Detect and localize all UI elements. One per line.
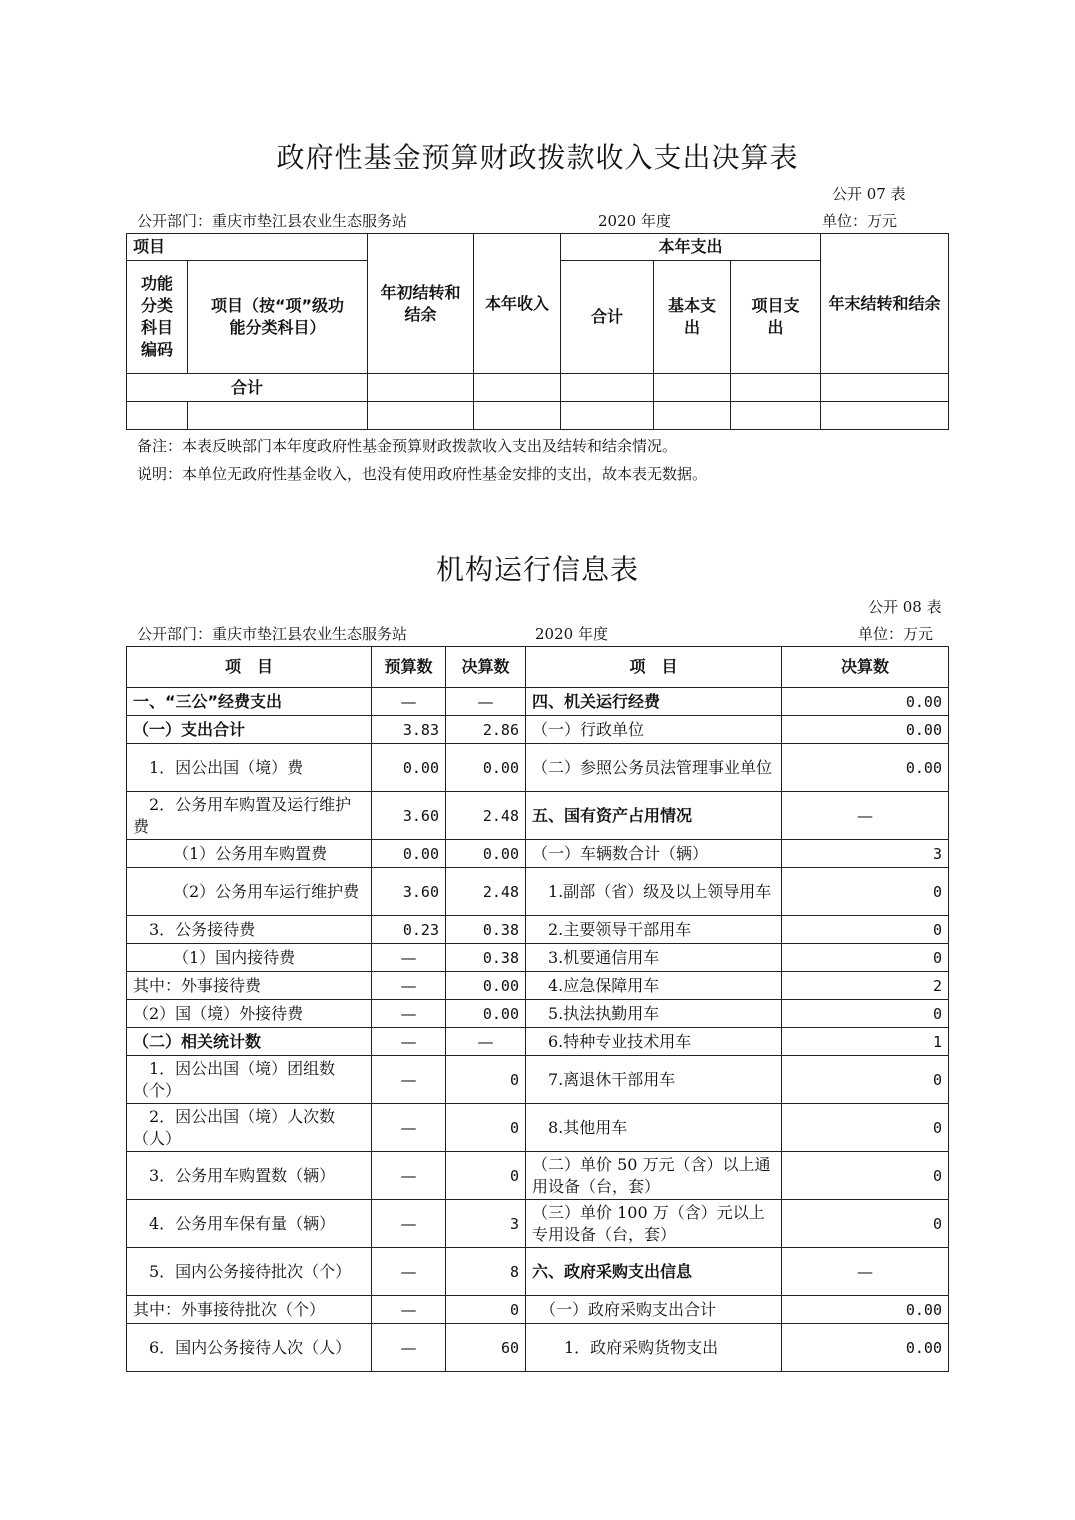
table-row: [127, 1028, 949, 1056]
row-item-right: 4.应急保障用车: [526, 972, 782, 1000]
row-final-right: 0: [782, 1056, 949, 1104]
row-item-right: （二）单价 50 万元（含）以上通用设备（台，套）: [526, 1152, 782, 1200]
row-budget: 3.60: [372, 792, 446, 840]
table07-remark: 备注：本表反映部门本年度政府性基金预算财政拨款收入支出及结转和结余情况。: [137, 437, 678, 455]
row-item-right: （一）行政单位: [526, 716, 782, 744]
row-item-left: 一、“三公”经费支出: [127, 688, 372, 716]
row-item-left: （2）国（境）外接待费: [127, 1000, 372, 1028]
row-budget: —: [372, 1152, 446, 1200]
sum-cell: [561, 374, 654, 402]
table-row: [127, 1324, 949, 1372]
header-end-balance: 年末结转和结余: [821, 234, 949, 374]
row-item-right: （二）参照公务员法管理事业单位: [526, 744, 782, 792]
table-row: [127, 744, 949, 792]
row-final-left: 0: [446, 1152, 526, 1200]
empty-cell: [474, 402, 561, 430]
table08-code: 公开 08 表: [868, 598, 942, 616]
row-item-left: 1．因公出国（境）费: [127, 744, 372, 792]
row-final-right: 0.00: [782, 1324, 949, 1372]
row-final-right: 3: [782, 840, 949, 868]
table-row: [127, 944, 949, 972]
sum-cell: [368, 374, 474, 402]
table-row: [127, 716, 949, 744]
table07-dept: 公开部门：重庆市垫江县农业生态服务站: [137, 212, 408, 230]
row-item-right: 四、机关运行经费: [526, 688, 782, 716]
row-item-right: 1.副部（省）级及以上领导用车: [526, 868, 782, 916]
row-item-left: 3．公务接待费: [127, 916, 372, 944]
row-final-left: 2.86: [446, 716, 526, 744]
row-item-right: 5.执法执勤用车: [526, 1000, 782, 1028]
header-total: 合计: [561, 261, 654, 374]
row-item-left: 5．国内公务接待批次（个）: [127, 1248, 372, 1296]
header-expense-group: 本年支出: [561, 234, 821, 261]
row-final-left: —: [446, 688, 526, 716]
table-row: [127, 1152, 949, 1200]
row-budget: —: [372, 1104, 446, 1152]
row-final-right: 0: [782, 1104, 949, 1152]
table-row: [127, 1056, 949, 1104]
row-item-left: （1）公务用车购置费: [127, 840, 372, 868]
sum-cell: [654, 374, 731, 402]
row-final-right: 0: [782, 1200, 949, 1248]
header-item-name: 项目（按“项”级功能分类科目）: [188, 261, 368, 374]
table07-explain: 说明：本单位无政府性基金收入，也没有使用政府性基金安排的支出，故本表无数据。: [137, 465, 708, 483]
row-final-right: 0: [782, 944, 949, 972]
row-budget: —: [372, 1248, 446, 1296]
row-final-left: 0.38: [446, 916, 526, 944]
empty-cell: [821, 402, 949, 430]
row-budget: 3.60: [372, 868, 446, 916]
row-item-left: 4．公务用车保有量（辆）: [127, 1200, 372, 1248]
row-item-right: （三）单价 100 万（含）元以上专用设备（台，套）: [526, 1200, 782, 1248]
row-item-left: （二）相关统计数: [127, 1028, 372, 1056]
row-budget: —: [372, 972, 446, 1000]
row-final-right: 0: [782, 916, 949, 944]
row-budget: —: [372, 944, 446, 972]
empty-cell: [127, 402, 188, 430]
row-budget: 3.83: [372, 716, 446, 744]
row-final-right: 0: [782, 1000, 949, 1028]
row-item-right: 2.主要领导干部用车: [526, 916, 782, 944]
header-final-right: 决算数: [782, 647, 949, 688]
sum-cell: [474, 374, 561, 402]
empty-cell: [368, 402, 474, 430]
header-project: 项目支出: [731, 261, 821, 374]
table-row: [127, 1104, 949, 1152]
row-item-left: 2．公务用车购置及运行维护费: [127, 792, 372, 840]
sum-row-label: 合计: [127, 374, 368, 402]
row-budget: 0.00: [372, 840, 446, 868]
row-item-left: 3．公务用车购置数（辆）: [127, 1152, 372, 1200]
row-final-left: 0.00: [446, 744, 526, 792]
row-final-left: 0: [446, 1296, 526, 1324]
sum-cell: [821, 374, 949, 402]
header-budget: 预算数: [372, 647, 446, 688]
row-item-left: 其中：外事接待批次（个）: [127, 1296, 372, 1324]
row-final-right: —: [782, 1248, 949, 1296]
row-final-left: —: [446, 1028, 526, 1056]
table-row: [127, 916, 949, 944]
row-final-left: 0.00: [446, 972, 526, 1000]
row-budget: —: [372, 688, 446, 716]
row-item-left: （一）支出合计: [127, 716, 372, 744]
row-final-right: 0.00: [782, 716, 949, 744]
row-item-left: 2．因公出国（境）人次数（人）: [127, 1104, 372, 1152]
row-final-right: 0.00: [782, 688, 949, 716]
row-final-left: 0: [446, 1104, 526, 1152]
row-final-right: 0.00: [782, 744, 949, 792]
gov-fund-table: [126, 233, 949, 430]
table-row: [127, 1000, 949, 1028]
row-item-right: （一）政府采购支出合计: [526, 1296, 782, 1324]
header-item: 项目: [127, 234, 368, 261]
row-final-left: 3: [446, 1200, 526, 1248]
table-row: [127, 688, 949, 716]
empty-cell: [561, 402, 654, 430]
row-final-left: 0.00: [446, 840, 526, 868]
row-item-left: 6．国内公务接待人次（人）: [127, 1324, 372, 1372]
sum-cell: [731, 374, 821, 402]
row-final-right: 1: [782, 1028, 949, 1056]
row-item-right: 7.离退休干部用车: [526, 1056, 782, 1104]
row-item-right: 1．政府采购货物支出: [526, 1324, 782, 1372]
table-row: [127, 1296, 949, 1324]
table-row: [127, 792, 949, 840]
row-budget: —: [372, 1000, 446, 1028]
empty-cell: [188, 402, 368, 430]
row-final-right: 0: [782, 868, 949, 916]
header-item-right: 项 目: [526, 647, 782, 688]
row-final-left: 0.38: [446, 944, 526, 972]
row-budget: —: [372, 1324, 446, 1372]
row-budget: —: [372, 1056, 446, 1104]
table08-year: 2020 年度: [535, 625, 608, 643]
row-item-right: 3.机要通信用车: [526, 944, 782, 972]
table08-dept: 公开部门：重庆市垫江县农业生态服务站: [137, 625, 408, 643]
table07-title: 政府性基金预算财政拨款收入支出决算表: [276, 141, 799, 174]
empty-cell: [731, 402, 821, 430]
row-final-left: 8: [446, 1248, 526, 1296]
org-operation-table: [126, 646, 949, 1372]
row-item-right: （一）车辆数合计（辆）: [526, 840, 782, 868]
table07-unit: 单位：万元: [822, 212, 898, 230]
row-final-right: 0.00: [782, 1296, 949, 1324]
table-row: [127, 868, 949, 916]
row-budget: 0.00: [372, 744, 446, 792]
table08-unit: 单位：万元: [858, 625, 934, 643]
row-final-left: 0.00: [446, 1000, 526, 1028]
table-row: [127, 840, 949, 868]
header-item-left: 项 目: [127, 647, 372, 688]
row-final-left: 2.48: [446, 792, 526, 840]
row-item-right: 8.其他用车: [526, 1104, 782, 1152]
header-func-code: 功能分类科目编码: [127, 261, 188, 374]
row-item-left: 1．因公出国（境）团组数（个）: [127, 1056, 372, 1104]
table07-year: 2020 年度: [598, 212, 671, 230]
row-final-left: 60: [446, 1324, 526, 1372]
row-final-left: 0: [446, 1056, 526, 1104]
header-basic: 基本支出: [654, 261, 731, 374]
row-item-right: 6.特种专业技术用车: [526, 1028, 782, 1056]
row-item-left: （2）公务用车运行维护费: [127, 868, 372, 916]
table-row: [127, 1200, 949, 1248]
row-item-right: 六、政府采购支出信息: [526, 1248, 782, 1296]
row-budget: —: [372, 1200, 446, 1248]
header-begin-balance: 年初结转和结余: [368, 234, 474, 374]
row-budget: —: [372, 1028, 446, 1056]
row-budget: 0.23: [372, 916, 446, 944]
row-final-right: 0: [782, 1152, 949, 1200]
table08-title: 机构运行信息表: [435, 553, 639, 586]
row-budget: —: [372, 1296, 446, 1324]
row-final-right: 2: [782, 972, 949, 1000]
table-row: [127, 1248, 949, 1296]
header-income: 本年收入: [474, 234, 561, 374]
header-final-left: 决算数: [446, 647, 526, 688]
table-row: [127, 972, 949, 1000]
table07-code: 公开 07 表: [832, 185, 906, 203]
row-item-right: 五、国有资产占用情况: [526, 792, 782, 840]
empty-cell: [654, 402, 731, 430]
row-item-left: 其中：外事接待费: [127, 972, 372, 1000]
row-final-right: —: [782, 792, 949, 840]
row-final-left: 2.48: [446, 868, 526, 916]
row-item-left: （1）国内接待费: [127, 944, 372, 972]
